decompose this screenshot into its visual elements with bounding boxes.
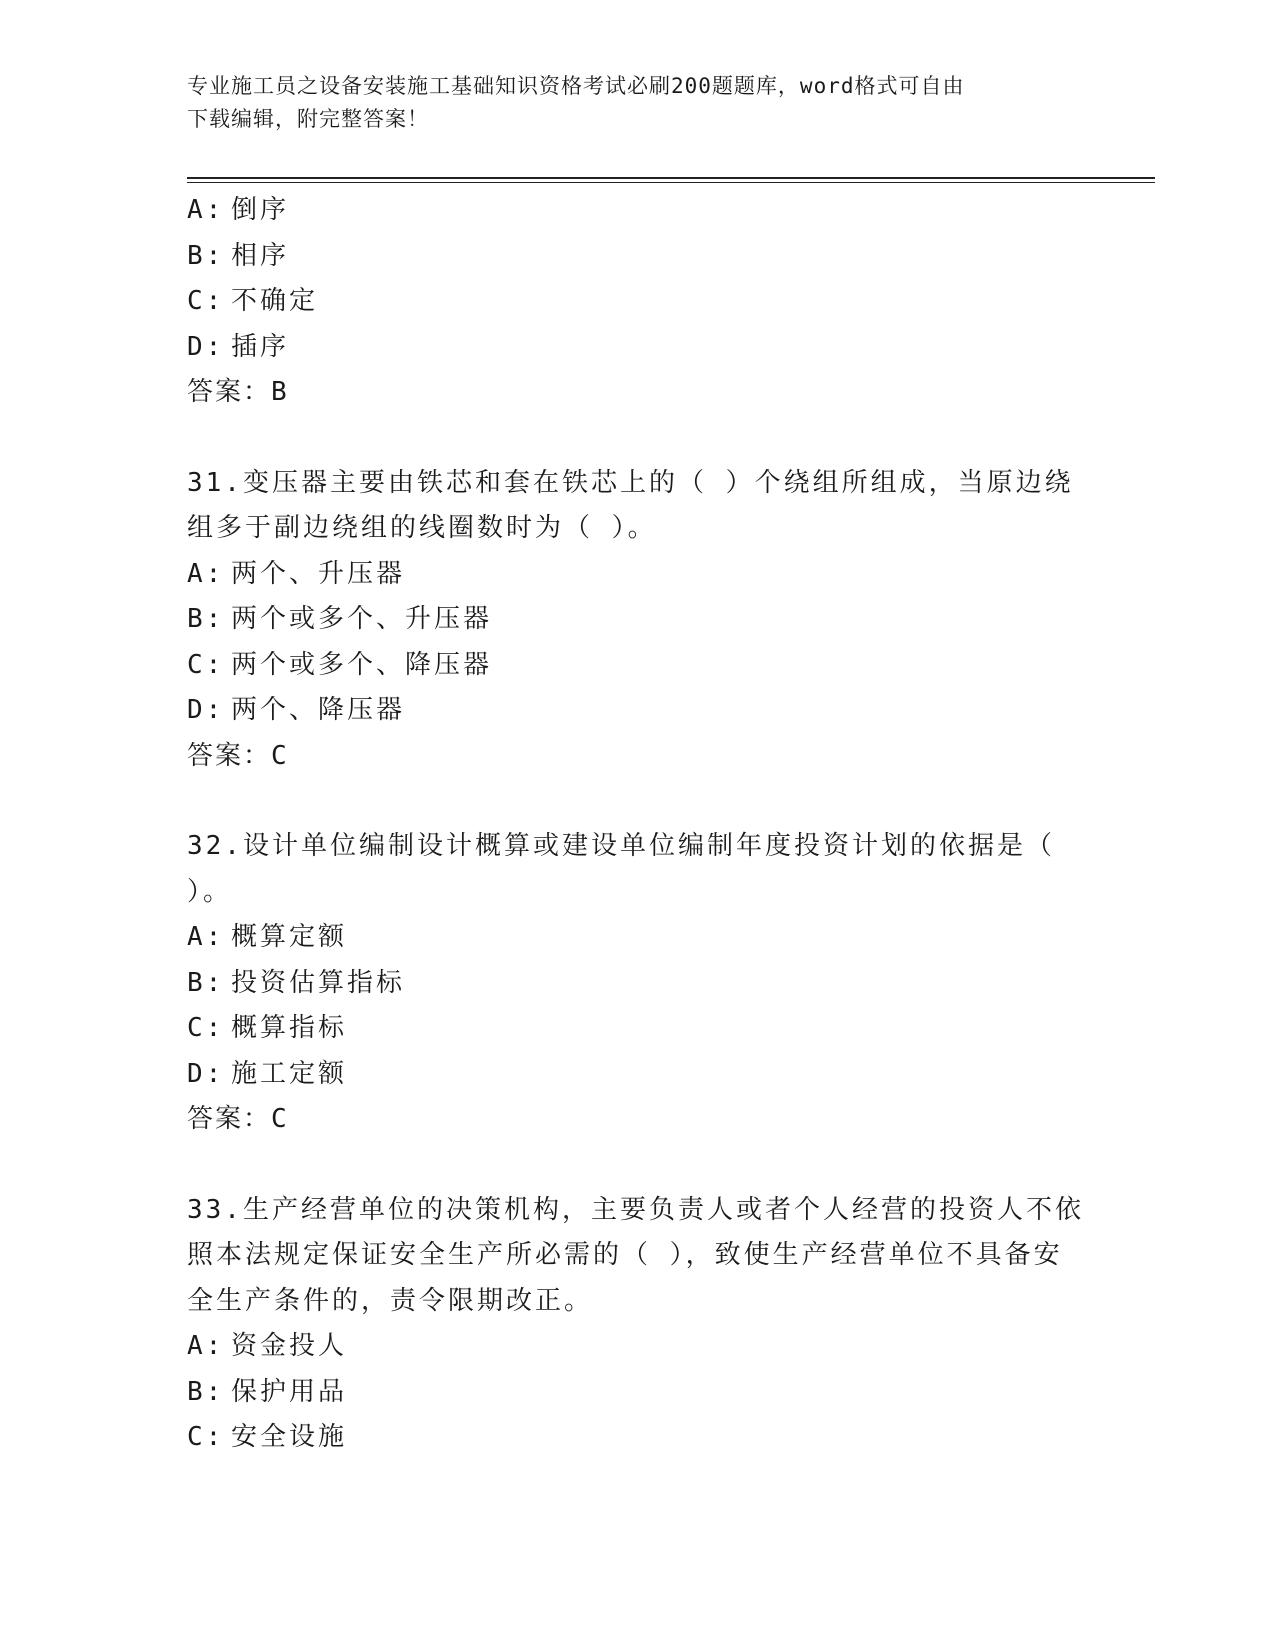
option-d: D: 两个、降压器	[187, 695, 406, 725]
answer: 答案：B	[187, 377, 289, 407]
option-c: C: 安全设施	[187, 1422, 348, 1452]
option-b: B: 相序	[187, 240, 290, 271]
option-c: C: 概算指标	[187, 1013, 348, 1043]
option-a: A: 资金投人	[187, 1331, 348, 1361]
question-list	[187, 188, 1087, 1461]
question-stem-line: 全生产条件的，责令限期改正。	[187, 1285, 594, 1316]
question-32	[187, 824, 1087, 1143]
question-stem-line: 33.生产经营单位的决策机构，主要负责人或者个人经营的投资人不依	[187, 1194, 1084, 1225]
answer: 答案：C	[187, 1104, 289, 1134]
question-stem-line: 照本法规定保证安全生产所必需的（ ），致使生产经营单位不具备安	[187, 1240, 1063, 1270]
question-33	[187, 1188, 1087, 1461]
question-stem-line: 组多于副边绕组的线圈数时为（ ）。	[187, 513, 657, 543]
option-c: C: 两个或多个、降压器	[187, 649, 493, 680]
question-31	[187, 461, 1087, 780]
header-rule-thin	[187, 182, 1155, 183]
option-b: B: 两个或多个、升压器	[187, 604, 493, 634]
option-a: A: 概算定额	[187, 922, 348, 952]
header-line-2: 下载编辑，附完整答案！	[187, 107, 429, 131]
document-header	[187, 70, 1087, 136]
option-c: C: 不确定	[187, 286, 319, 316]
option-a: A: 两个、升压器	[187, 558, 406, 589]
question-stem-line: ）。	[187, 876, 233, 907]
option-d: D: 插序	[187, 331, 290, 362]
question-stem-line: 32.设计单位编制设计概算或建设单位编制年度投资计划的依据是（	[187, 831, 1055, 861]
header-line-1: 专业施工员之设备安装施工基础知识资格考试必刷200题题库，word格式可自由	[187, 74, 965, 98]
option-b: B: 保护用品	[187, 1376, 348, 1407]
option-a: A: 倒序	[187, 195, 290, 225]
option-b: B: 投资估算指标	[187, 967, 406, 998]
question-stem-line: 31.变压器主要由铁芯和套在铁芯上的（ ）个绕组所组成，当原边绕	[187, 467, 1074, 498]
answer: 答案：C	[187, 740, 289, 771]
question-30-continued	[187, 188, 1087, 416]
header-rule-thick	[187, 177, 1155, 179]
option-d: D: 施工定额	[187, 1058, 348, 1089]
